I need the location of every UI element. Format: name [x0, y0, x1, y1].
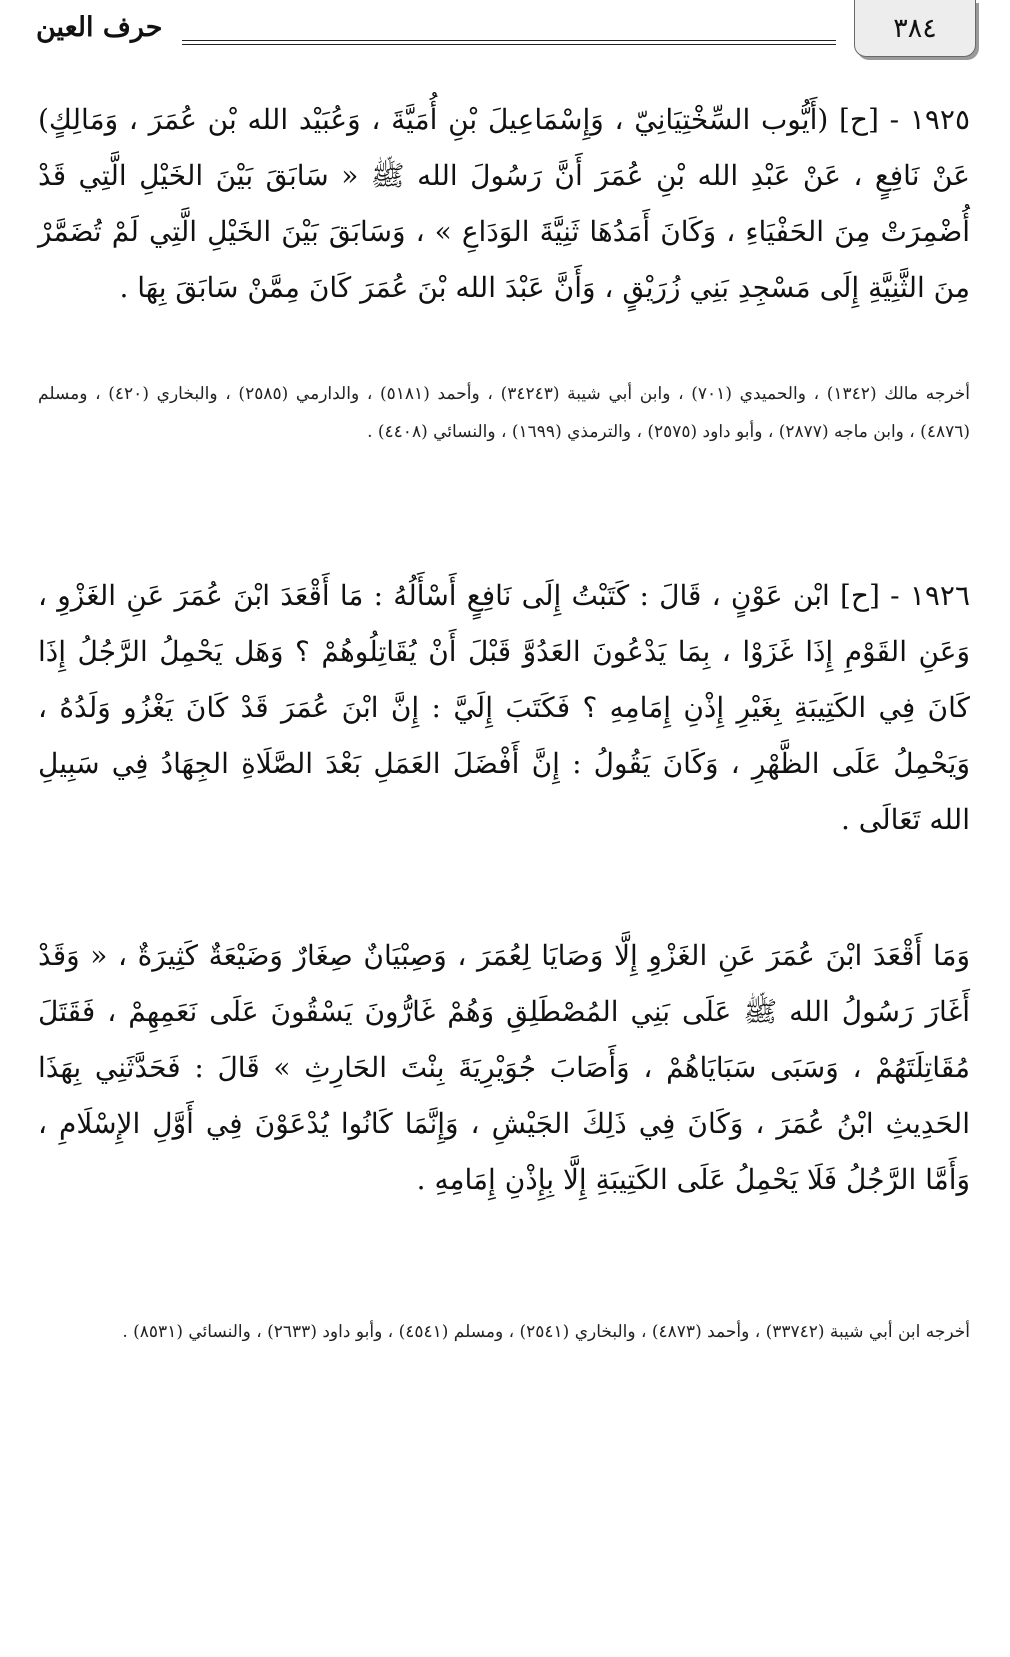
hadith-1926-text-block-2 [38, 928, 970, 1208]
hadith-1926-takhrij-block [38, 1313, 970, 1351]
page-number: ٣٨٤ [893, 12, 937, 44]
page-number-tab [854, 0, 976, 57]
header-rule [182, 40, 836, 45]
hadith-1926-text-2: وَمَا أَقْعَدَ ابْنَ عُمَرَ عَنِ الغَزْوِ إِلَّا وَصَايَا لِعُمَرَ ، وَصِبْيَانٌ صِغَارٌ وَضَيْعَةٌ كَثِيرَةٌ ، « وَقَدْ أَغَارَ رَسُولُ الله ﷺ عَلَى بَنِي المُصْطَلِقِ وَهُمْ غَارُّونَ يَسْقُونَ عَلَى نَعَمِهِمْ ، فَقَتَلَ مُقَاتِلَتَهُمْ ، وَسَبَى سَبَايَاهُمْ ، وَأَصَابَ جُوَيْرِيَةَ بِنْتَ الحَارِثِ » قَالَ : فَحَدَّثَنِي بِهَذَا الحَدِيثِ ابْنُ عُمَرَ ، وَكَانَ فِي ذَلِكَ الجَيْشِ ، وَإِنَّمَا كَانُوا يُدْعَوْنَ فِي أَوَّلِ الإِسْلَامِ ، وَأَمَّا الرَّجُلُ فَلَا يَحْمِلُ عَلَى الكَتِيبَةِ إِلَّا بِإِذْنِ إِمَامِهِ . [38, 939, 970, 1196]
hadith-1925-takhrij: أخرجه مالك (١٣٤٢) ، والحميدي (٧٠١) ، وابن أبي شيبة (٣٤٢٤٣) ، وأحمد (٥١٨١) ، والدارمي (٢٥٨٥) ، والبخاري (٤٢٠) ، ومسلم (٤٨٧٦) ، وابن ماجه (٢٨٧٧) ، وأبو داود (٢٥٧٥) ، والترمذي (١٦٩٩) ، والنسائي (٤٤٠٨) . [38, 384, 970, 442]
hadith-1926-takhrij: أخرجه ابن أبي شيبة (٣٣٧٤٢) ، وأحمد (٤٨٧٣) ، والبخاري (٢٥٤١) ، ومسلم (٤٥٤١) ، وأبو داود (٢٦٣٣) ، والنسائي (٨٥٣١) . [122, 1322, 970, 1342]
hadith-1926-text-1: ١٩٢٦ - [ح] ابْن عَوْنٍ ، قَالَ : كَتَبْتُ إِلَى نَافِعٍ أَسْأَلُهُ : مَا أَقْعَدَ ابْنَ عُمَرَ عَنِ الغَزْوِ ، وَعَنِ القَوْمِ إِذَا غَزَوْا ، بِمَا يَدْعُونَ العَدُوَّ قَبْلَ أَنْ يُقَاتِلُوهُمْ ؟ وَهَل يَحْمِلُ الرَّجُلُ إِذَا كَانَ فِي الكَتِيبَةِ بِغَيْرِ إِذْنِ إِمَامِهِ ؟ فَكَتَبَ إِلَيَّ : إِنَّ ابْنَ عُمَرَ قَدْ كَانَ يَغْزُو وَلَدُهُ ، وَيَحْمِلُ عَلَى الظَّهْرِ ، وَكَانَ يَقُولُ : إِنَّ أَفْضَلَ العَمَلِ بَعْدَ الصَّلَاةِ الجِهَادُ فِي سَبِيلِ الله تَعَالَى . [38, 579, 970, 836]
chapter-title: حرف العين [36, 12, 163, 43]
page-header [36, 0, 976, 70]
hadith-1926-text-block-1 [38, 568, 970, 848]
hadith-1925-text: ١٩٢٥ - [ح] (أَيُّوب السِّخْتِيَانِيّ ، وَإِسْمَاعِيلَ بْنِ أُمَيَّةَ ، وَعُبَيْد الله بْن عُمَرَ ، وَمَالِكٍ) عَنْ نَافِعٍ ، عَنْ عَبْدِ الله بْنِ عُمَرَ أَنَّ رَسُولَ الله ﷺ « سَابَقَ بَيْنَ الخَيْلِ الَّتِي قَدْ أُضْمِرَتْ مِنَ الحَفْيَاءِ ، وَكَانَ أَمَدُهَا ثَنِيَّةَ الوَدَاعِ » ، وَسَابَقَ بَيْنَ الخَيْلِ الَّتِي لَمْ تُضَمَّرْ مِنَ الثَّنِيَّةِ إِلَى مَسْجِدِ بَنِي زُرَيْقٍ ، وَأَنَّ عَبْدَ الله بْنَ عُمَرَ كَانَ مِمَّنْ سَابَقَ بِهَا . [38, 103, 970, 304]
hadith-1925-text-block [38, 92, 970, 316]
hadith-1925-takhrij-block [38, 375, 970, 451]
